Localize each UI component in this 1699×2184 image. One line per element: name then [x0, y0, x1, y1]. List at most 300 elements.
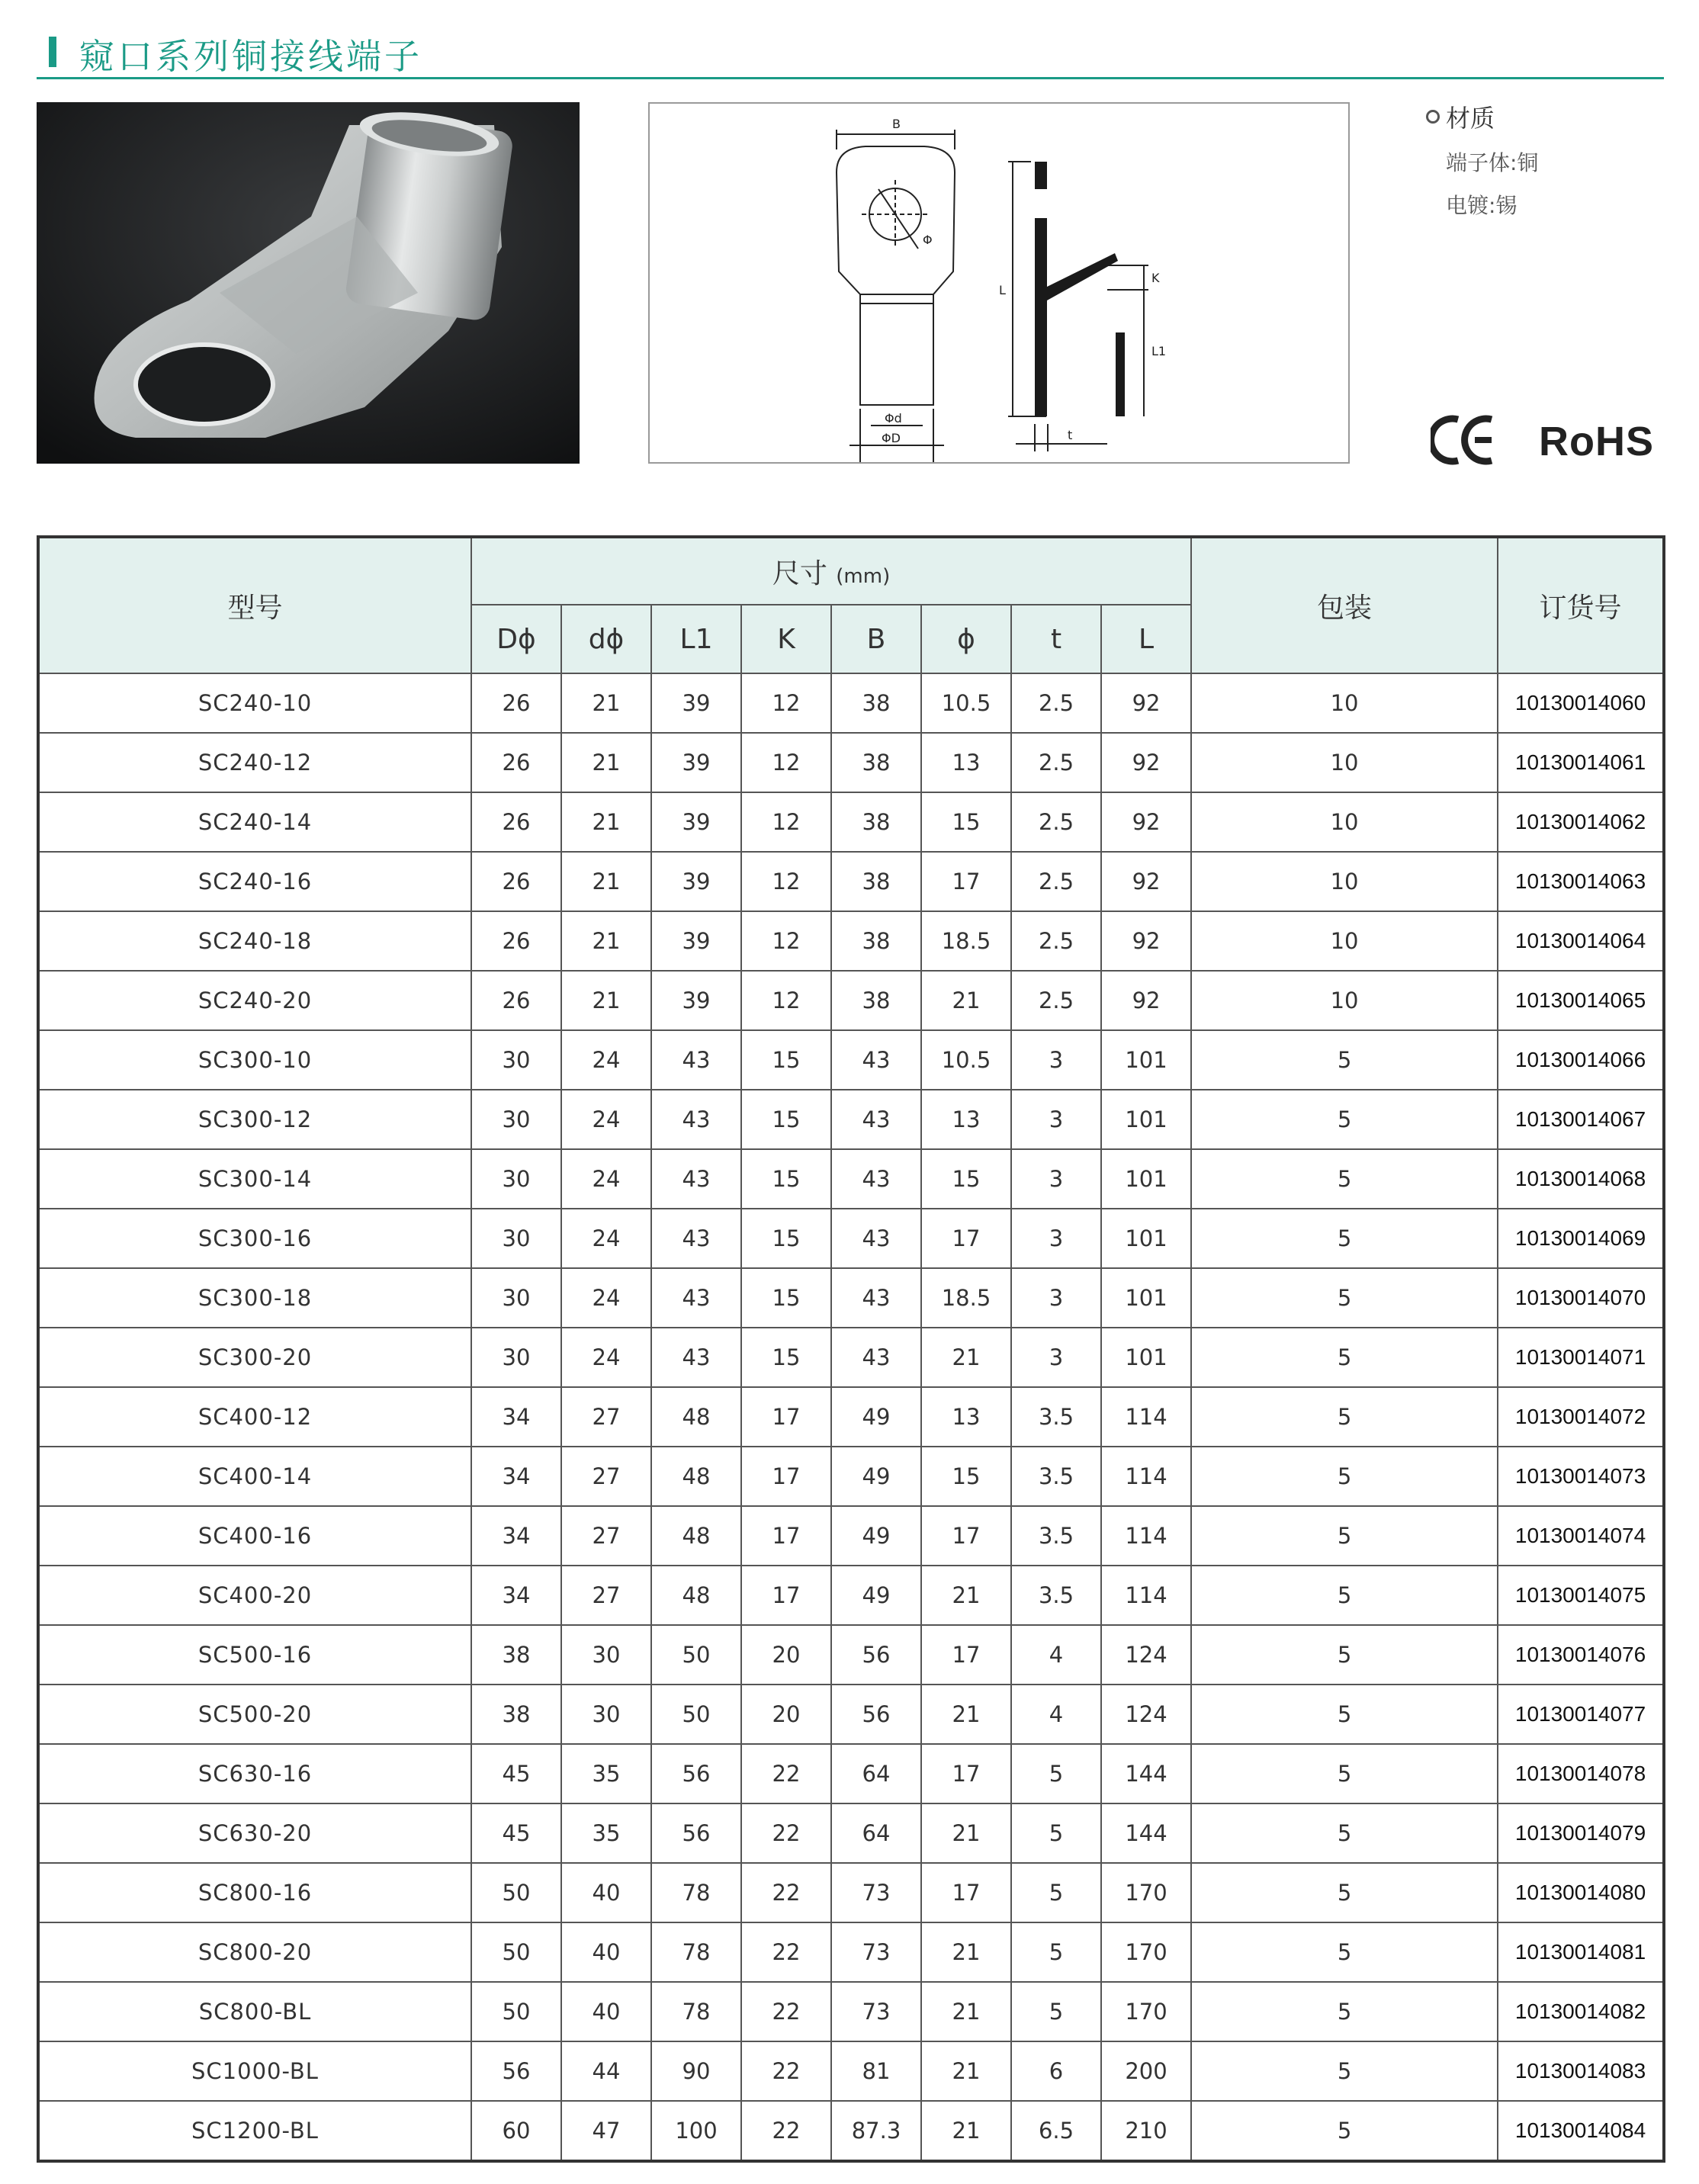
- cell-D: 30: [471, 1090, 561, 1149]
- cell-phi: 13: [921, 1090, 1011, 1149]
- cell-L: 144: [1101, 1744, 1191, 1803]
- product-photo: [37, 102, 580, 464]
- cell-K: 17: [741, 1387, 831, 1447]
- cell-d: 24: [561, 1090, 651, 1149]
- cell-t: 5: [1011, 1863, 1101, 1922]
- cell-packing: 5: [1191, 1387, 1498, 1447]
- cell-phi: 17: [921, 1863, 1011, 1922]
- cell-model: SC400-14: [38, 1447, 471, 1506]
- cell-B: 49: [831, 1447, 921, 1506]
- cell-L: 210: [1101, 2101, 1191, 2161]
- page-header: [37, 21, 1664, 79]
- cell-D: 50: [471, 1982, 561, 2041]
- cell-B: 56: [831, 1685, 921, 1744]
- cell-L1: 48: [651, 1566, 741, 1625]
- header-L1: L1: [651, 605, 741, 673]
- cell-L1: 43: [651, 1328, 741, 1387]
- cell-L: 170: [1101, 1922, 1191, 1982]
- cell-phi: 21: [921, 1803, 1011, 1863]
- label-k: K: [1151, 271, 1160, 285]
- cell-d: 24: [561, 1209, 651, 1268]
- cell-phi: 15: [921, 1447, 1011, 1506]
- cell-phi: 21: [921, 2101, 1011, 2161]
- cell-t: 6: [1011, 2041, 1101, 2101]
- cell-phi: 17: [921, 1209, 1011, 1268]
- cell-t: 3.5: [1011, 1506, 1101, 1566]
- cell-B: 73: [831, 1863, 921, 1922]
- header-K: K: [741, 605, 831, 673]
- cell-order-no: 10130014063: [1498, 852, 1664, 911]
- cell-L: 200: [1101, 2041, 1191, 2101]
- cell-model: SC400-16: [38, 1506, 471, 1566]
- cell-model: SC240-10: [38, 673, 471, 733]
- technical-drawing: [648, 102, 1350, 464]
- cell-model: SC300-12: [38, 1090, 471, 1149]
- cell-K: 22: [741, 1922, 831, 1982]
- cell-phi: 21: [921, 1566, 1011, 1625]
- cell-L: 92: [1101, 911, 1191, 971]
- label-b: B: [892, 117, 901, 131]
- cell-B: 64: [831, 1803, 921, 1863]
- cell-model: SC300-18: [38, 1268, 471, 1328]
- cell-order-no: 10130014067: [1498, 1090, 1664, 1149]
- table-row: [38, 1506, 1664, 1566]
- cell-t: 3: [1011, 1030, 1101, 1090]
- label-t: t: [1068, 428, 1073, 442]
- cell-K: 22: [741, 2101, 831, 2161]
- cell-order-no: 10130014070: [1498, 1268, 1664, 1328]
- cell-phi: 13: [921, 1387, 1011, 1447]
- cell-L: 101: [1101, 1090, 1191, 1149]
- cell-L: 92: [1101, 971, 1191, 1030]
- material-title-text: 材质: [1446, 104, 1495, 133]
- cell-L1: 39: [651, 792, 741, 852]
- cell-packing: 5: [1191, 1803, 1498, 1863]
- cell-model: SC400-12: [38, 1387, 471, 1447]
- cell-d: 21: [561, 733, 651, 792]
- cell-D: 26: [471, 673, 561, 733]
- cell-t: 5: [1011, 1982, 1101, 2041]
- cell-order-no: 10130014060: [1498, 673, 1664, 733]
- cell-packing: 5: [1191, 1030, 1498, 1090]
- cell-t: 3.5: [1011, 1387, 1101, 1447]
- cell-t: 2.5: [1011, 733, 1101, 792]
- cell-L: 114: [1101, 1447, 1191, 1506]
- cell-model: SC300-16: [38, 1209, 471, 1268]
- cell-B: 49: [831, 1566, 921, 1625]
- cell-D: 30: [471, 1209, 561, 1268]
- cell-K: 15: [741, 1328, 831, 1387]
- cell-order-no: 10130014082: [1498, 1982, 1664, 2041]
- cell-B: 49: [831, 1387, 921, 1447]
- cell-model: SC630-16: [38, 1744, 471, 1803]
- cell-d: 40: [561, 1863, 651, 1922]
- cell-order-no: 10130014079: [1498, 1803, 1664, 1863]
- cell-B: 81: [831, 2041, 921, 2101]
- cell-L1: 48: [651, 1387, 741, 1447]
- label-D: ΦD: [882, 431, 901, 445]
- cell-model: SC240-18: [38, 911, 471, 971]
- cell-D: 34: [471, 1447, 561, 1506]
- cell-phi: 18.5: [921, 1268, 1011, 1328]
- cell-packing: 5: [1191, 1982, 1498, 2041]
- cell-K: 15: [741, 1149, 831, 1209]
- cell-D: 26: [471, 792, 561, 852]
- cell-L1: 56: [651, 1744, 741, 1803]
- cell-D: 50: [471, 1863, 561, 1922]
- cell-B: 87.3: [831, 2101, 921, 2161]
- cell-phi: 21: [921, 1685, 1011, 1744]
- cell-B: 49: [831, 1506, 921, 1566]
- header-D: Dϕ: [471, 605, 561, 673]
- cell-t: 3: [1011, 1328, 1101, 1387]
- cell-K: 17: [741, 1566, 831, 1625]
- ce-mark-icon: [1431, 413, 1495, 467]
- cell-D: 34: [471, 1506, 561, 1566]
- cell-L1: 39: [651, 733, 741, 792]
- material-info: [1426, 99, 1670, 220]
- cell-D: 30: [471, 1149, 561, 1209]
- spec-table: [37, 535, 1665, 2163]
- cell-d: 40: [561, 1922, 651, 1982]
- cell-order-no: 10130014077: [1498, 1685, 1664, 1744]
- cell-K: 15: [741, 1209, 831, 1268]
- header-B: B: [831, 605, 921, 673]
- copper-lug-photo-icon: [37, 102, 580, 464]
- cell-packing: 5: [1191, 1744, 1498, 1803]
- cell-L: 114: [1101, 1387, 1191, 1447]
- header-phi: ϕ: [921, 605, 1011, 673]
- cell-B: 43: [831, 1090, 921, 1149]
- table-row: [38, 1149, 1664, 1209]
- cell-L1: 78: [651, 1863, 741, 1922]
- cell-packing: 5: [1191, 2101, 1498, 2161]
- cell-d: 21: [561, 971, 651, 1030]
- cell-K: 20: [741, 1685, 831, 1744]
- cell-t: 2.5: [1011, 673, 1101, 733]
- cell-B: 38: [831, 792, 921, 852]
- cell-K: 15: [741, 1268, 831, 1328]
- cell-packing: 5: [1191, 1863, 1498, 1922]
- cell-B: 64: [831, 1744, 921, 1803]
- cell-t: 3.5: [1011, 1566, 1101, 1625]
- cell-t: 3: [1011, 1090, 1101, 1149]
- cell-B: 43: [831, 1149, 921, 1209]
- cell-K: 22: [741, 1982, 831, 2041]
- table-row: [38, 2101, 1664, 2161]
- table-row: [38, 733, 1664, 792]
- cell-phi: 21: [921, 1982, 1011, 2041]
- label-l1: L1: [1151, 344, 1167, 358]
- header-L: L: [1101, 605, 1191, 673]
- cell-order-no: 10130014073: [1498, 1447, 1664, 1506]
- cell-order-no: 10130014080: [1498, 1863, 1664, 1922]
- cell-K: 22: [741, 1803, 831, 1863]
- table-row: [38, 1387, 1664, 1447]
- cell-B: 43: [831, 1328, 921, 1387]
- cell-D: 38: [471, 1625, 561, 1685]
- header-dimensions-unit: (mm): [836, 564, 891, 588]
- cell-L: 124: [1101, 1625, 1191, 1685]
- cell-L1: 43: [651, 1209, 741, 1268]
- cell-model: SC240-12: [38, 733, 471, 792]
- cell-d: 35: [561, 1744, 651, 1803]
- cell-K: 17: [741, 1506, 831, 1566]
- cell-packing: 5: [1191, 1268, 1498, 1328]
- cell-L: 92: [1101, 673, 1191, 733]
- cell-order-no: 10130014072: [1498, 1387, 1664, 1447]
- header-d: dϕ: [561, 605, 651, 673]
- cell-B: 43: [831, 1209, 921, 1268]
- cell-D: 60: [471, 2101, 561, 2161]
- cell-phi: 15: [921, 1149, 1011, 1209]
- table-row: [38, 792, 1664, 852]
- cell-t: 6.5: [1011, 2101, 1101, 2161]
- cell-K: 17: [741, 1447, 831, 1506]
- cell-phi: 21: [921, 1922, 1011, 1982]
- cell-phi: 17: [921, 1506, 1011, 1566]
- cell-L1: 90: [651, 2041, 741, 2101]
- table-row: [38, 1209, 1664, 1268]
- cell-D: 50: [471, 1922, 561, 1982]
- cell-B: 73: [831, 1982, 921, 2041]
- table-row: [38, 2041, 1664, 2101]
- cell-D: 56: [471, 2041, 561, 2101]
- cell-L: 92: [1101, 733, 1191, 792]
- cell-order-no: 10130014068: [1498, 1149, 1664, 1209]
- table-row: [38, 1863, 1664, 1922]
- cell-d: 24: [561, 1030, 651, 1090]
- page-title: 窥口系列铜接线端子: [79, 36, 422, 77]
- cell-order-no: 10130014062: [1498, 792, 1664, 852]
- cell-L: 144: [1101, 1803, 1191, 1863]
- cell-d: 21: [561, 792, 651, 852]
- cell-t: 2.5: [1011, 852, 1101, 911]
- cell-packing: 10: [1191, 971, 1498, 1030]
- cell-model: SC300-20: [38, 1328, 471, 1387]
- cell-d: 30: [561, 1625, 651, 1685]
- header-divider: [37, 77, 1664, 79]
- cell-d: 24: [561, 1268, 651, 1328]
- cell-order-no: 10130014075: [1498, 1566, 1664, 1625]
- cell-packing: 5: [1191, 1922, 1498, 1982]
- cell-t: 2.5: [1011, 792, 1101, 852]
- cell-d: 27: [561, 1387, 651, 1447]
- cell-L: 170: [1101, 1982, 1191, 2041]
- cell-phi: 17: [921, 1625, 1011, 1685]
- cell-model: SC400-20: [38, 1566, 471, 1625]
- cell-model: SC500-16: [38, 1625, 471, 1685]
- cell-model: SC240-20: [38, 971, 471, 1030]
- cell-t: 5: [1011, 1744, 1101, 1803]
- cell-order-no: 10130014064: [1498, 911, 1664, 971]
- table-row: [38, 1030, 1664, 1090]
- cell-L1: 48: [651, 1447, 741, 1506]
- cell-B: 38: [831, 733, 921, 792]
- cell-L: 92: [1101, 792, 1191, 852]
- cell-L1: 39: [651, 911, 741, 971]
- cell-order-no: 10130014066: [1498, 1030, 1664, 1090]
- cell-d: 35: [561, 1803, 651, 1863]
- cell-L1: 78: [651, 1982, 741, 2041]
- cell-D: 38: [471, 1685, 561, 1744]
- cell-D: 26: [471, 971, 561, 1030]
- cell-phi: 18.5: [921, 911, 1011, 971]
- cell-phi: 13: [921, 733, 1011, 792]
- cell-L: 101: [1101, 1268, 1191, 1328]
- cell-D: 26: [471, 911, 561, 971]
- cell-D: 45: [471, 1744, 561, 1803]
- cell-t: 4: [1011, 1685, 1101, 1744]
- cell-packing: 5: [1191, 1566, 1498, 1625]
- cell-phi: 10.5: [921, 673, 1011, 733]
- cell-t: 3: [1011, 1209, 1101, 1268]
- cell-model: SC240-14: [38, 792, 471, 852]
- cell-packing: 5: [1191, 1090, 1498, 1149]
- header-order-no: 订货号: [1498, 537, 1664, 673]
- cell-t: 4: [1011, 1625, 1101, 1685]
- cell-d: 24: [561, 1149, 651, 1209]
- cell-K: 22: [741, 2041, 831, 2101]
- cell-packing: 5: [1191, 1447, 1498, 1506]
- header-model: 型号: [38, 537, 471, 673]
- cell-packing: 5: [1191, 2041, 1498, 2101]
- cell-t: 5: [1011, 1922, 1101, 1982]
- cell-L1: 50: [651, 1685, 741, 1744]
- table-row: [38, 1922, 1664, 1982]
- cell-D: 45: [471, 1803, 561, 1863]
- cell-L1: 43: [651, 1268, 741, 1328]
- table-row: [38, 1447, 1664, 1506]
- cell-packing: 10: [1191, 673, 1498, 733]
- cell-L1: 78: [651, 1922, 741, 1982]
- cell-L: 101: [1101, 1149, 1191, 1209]
- cell-K: 20: [741, 1625, 831, 1685]
- cell-d: 27: [561, 1566, 651, 1625]
- cell-K: 12: [741, 911, 831, 971]
- cell-L1: 39: [651, 852, 741, 911]
- cell-order-no: 10130014084: [1498, 2101, 1664, 2161]
- cell-phi: 21: [921, 1328, 1011, 1387]
- cell-d: 21: [561, 673, 651, 733]
- cell-model: SC1200-BL: [38, 2101, 471, 2161]
- cell-order-no: 10130014083: [1498, 2041, 1664, 2101]
- cell-packing: 10: [1191, 733, 1498, 792]
- cell-d: 27: [561, 1447, 651, 1506]
- cell-phi: 15: [921, 792, 1011, 852]
- cell-L: 114: [1101, 1506, 1191, 1566]
- cell-model: SC800-20: [38, 1922, 471, 1982]
- cell-D: 30: [471, 1268, 561, 1328]
- cell-t: 3: [1011, 1149, 1101, 1209]
- cell-t: 2.5: [1011, 911, 1101, 971]
- cell-D: 34: [471, 1387, 561, 1447]
- cell-B: 38: [831, 911, 921, 971]
- cell-B: 38: [831, 971, 921, 1030]
- cell-B: 43: [831, 1268, 921, 1328]
- cell-L1: 43: [651, 1149, 741, 1209]
- cell-packing: 10: [1191, 911, 1498, 971]
- table-row: [38, 1744, 1664, 1803]
- cell-order-no: 10130014081: [1498, 1922, 1664, 1982]
- cell-order-no: 10130014061: [1498, 733, 1664, 792]
- cell-B: 43: [831, 1030, 921, 1090]
- cell-phi: 17: [921, 852, 1011, 911]
- table-row: [38, 1625, 1664, 1685]
- cell-order-no: 10130014065: [1498, 971, 1664, 1030]
- cell-t: 2.5: [1011, 971, 1101, 1030]
- table-row: [38, 852, 1664, 911]
- spec-table-body: [38, 673, 1664, 2161]
- table-row: [38, 1090, 1664, 1149]
- cell-phi: 17: [921, 1744, 1011, 1803]
- cell-phi: 21: [921, 2041, 1011, 2101]
- bullet-ring-icon: [1426, 110, 1440, 124]
- cell-order-no: 10130014076: [1498, 1625, 1664, 1685]
- cell-d: 44: [561, 2041, 651, 2101]
- cell-packing: 5: [1191, 1328, 1498, 1387]
- cell-K: 22: [741, 1744, 831, 1803]
- material-item-body: 端子体:铜: [1446, 150, 1539, 175]
- cell-packing: 5: [1191, 1506, 1498, 1566]
- cell-L1: 100: [651, 2101, 741, 2161]
- cell-K: 12: [741, 733, 831, 792]
- table-row: [38, 1803, 1664, 1863]
- cell-t: 3.5: [1011, 1447, 1101, 1506]
- cell-L1: 39: [651, 673, 741, 733]
- cell-model: SC630-20: [38, 1803, 471, 1863]
- cell-K: 15: [741, 1090, 831, 1149]
- cell-D: 34: [471, 1566, 561, 1625]
- cell-model: SC300-10: [38, 1030, 471, 1090]
- header-packing: 包装: [1191, 537, 1498, 673]
- cell-model: SC300-14: [38, 1149, 471, 1209]
- header-dimensions-label: 尺寸: [772, 557, 827, 589]
- cell-packing: 10: [1191, 792, 1498, 852]
- cell-model: SC240-16: [38, 852, 471, 911]
- cell-packing: 5: [1191, 1209, 1498, 1268]
- cell-order-no: 10130014069: [1498, 1209, 1664, 1268]
- cell-L1: 39: [651, 971, 741, 1030]
- cell-L: 170: [1101, 1863, 1191, 1922]
- label-phi: Φ: [923, 233, 933, 247]
- cell-K: 12: [741, 971, 831, 1030]
- cell-K: 15: [741, 1030, 831, 1090]
- cell-B: 38: [831, 673, 921, 733]
- table-row: [38, 1268, 1664, 1328]
- cell-L1: 43: [651, 1090, 741, 1149]
- cell-K: 12: [741, 673, 831, 733]
- cell-L: 101: [1101, 1328, 1191, 1387]
- cell-D: 30: [471, 1328, 561, 1387]
- cell-L: 101: [1101, 1209, 1191, 1268]
- dimension-diagram: [650, 104, 1348, 462]
- cell-B: 73: [831, 1922, 921, 1982]
- header-dimensions: [471, 537, 1191, 605]
- cell-d: 40: [561, 1982, 651, 2041]
- cell-L: 124: [1101, 1685, 1191, 1744]
- cell-K: 22: [741, 1863, 831, 1922]
- cell-L1: 56: [651, 1803, 741, 1863]
- table-row: [38, 911, 1664, 971]
- cell-L1: 50: [651, 1625, 741, 1685]
- cell-d: 27: [561, 1506, 651, 1566]
- table-row: [38, 1685, 1664, 1744]
- cell-D: 26: [471, 733, 561, 792]
- cell-model: SC800-16: [38, 1863, 471, 1922]
- cell-L1: 43: [651, 1030, 741, 1090]
- cell-t: 3: [1011, 1268, 1101, 1328]
